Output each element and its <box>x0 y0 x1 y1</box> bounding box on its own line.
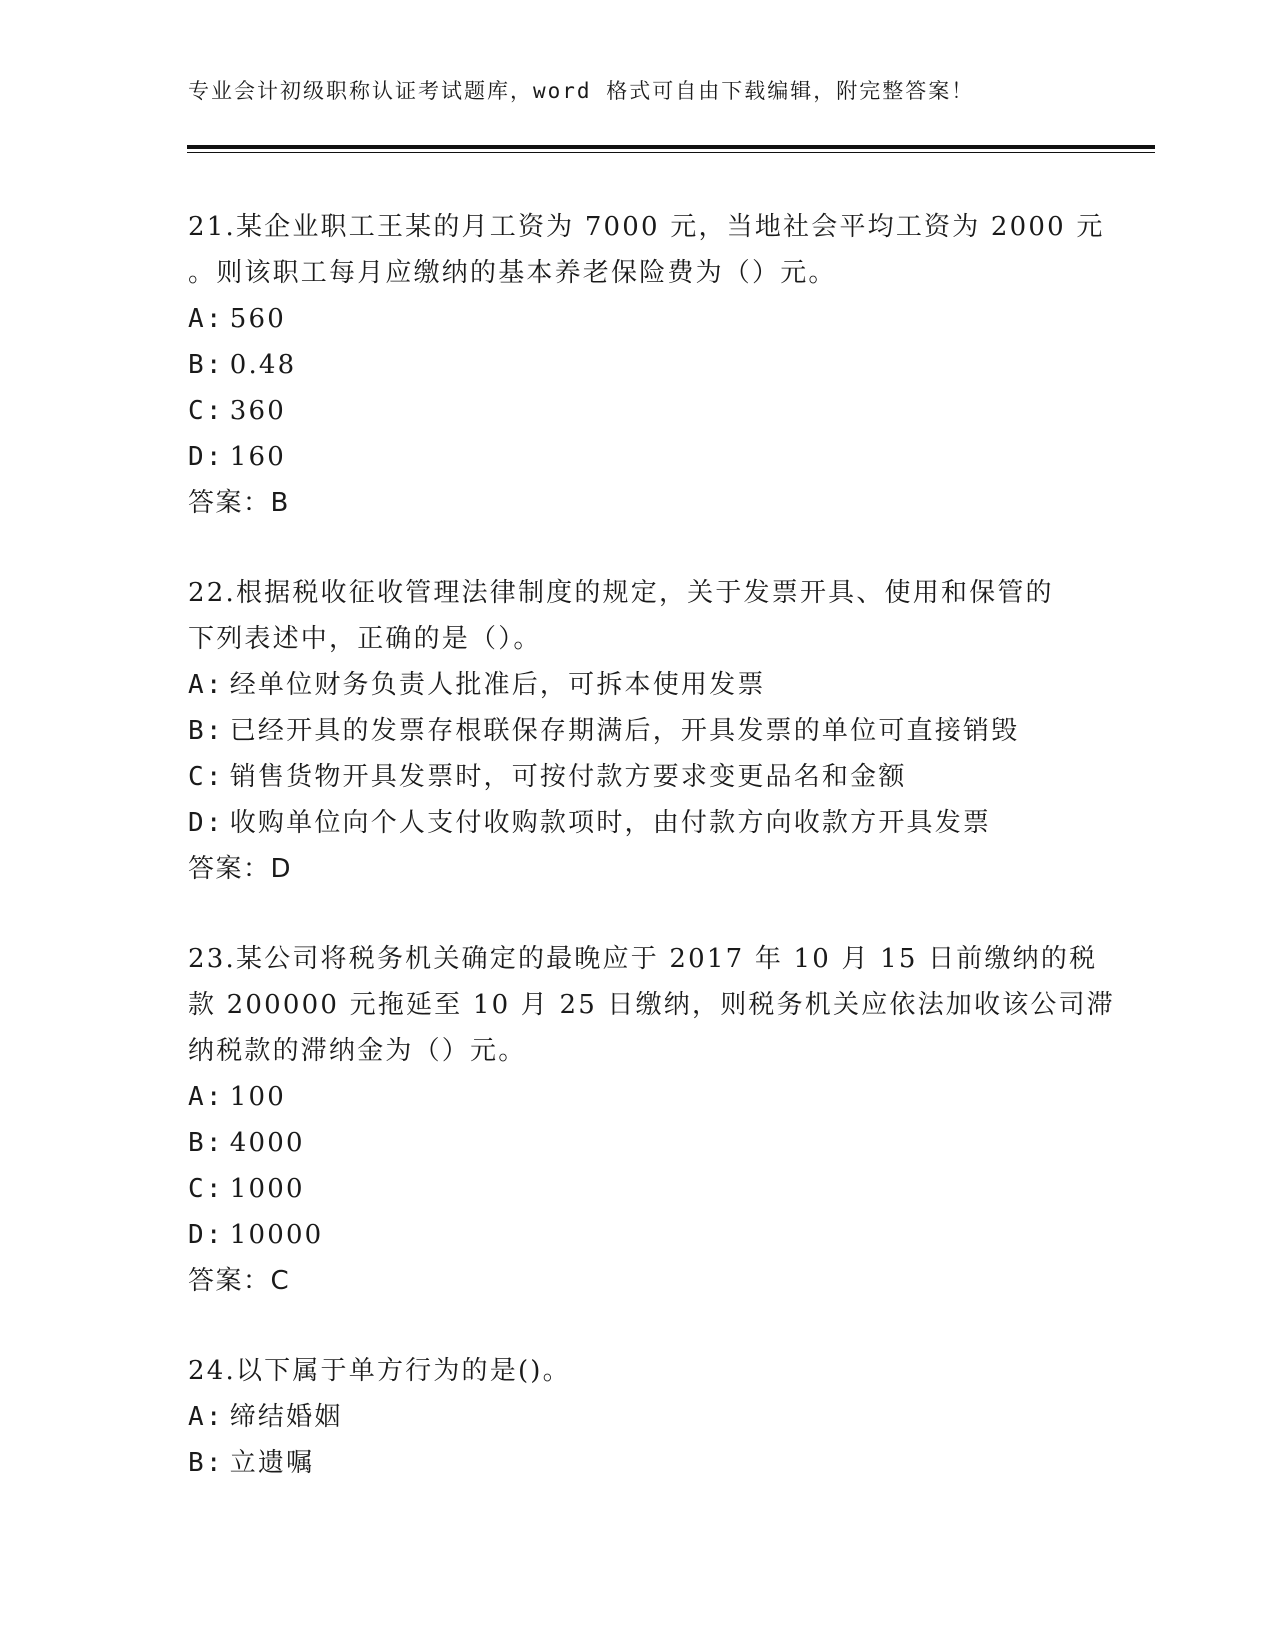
option-letter: A: <box>188 670 224 700</box>
option-b <box>188 1440 1088 1486</box>
option-text: 立遗嘱 <box>229 1448 315 1478</box>
option-letter: C: <box>188 396 224 426</box>
option-letter: B: <box>188 1448 224 1478</box>
option-a <box>188 1394 1088 1440</box>
question-list <box>188 204 1116 1530</box>
option-d <box>188 800 1088 846</box>
option-text: 缔结婚姻 <box>229 1402 343 1432</box>
option-a <box>188 662 1088 708</box>
option-text: 160 <box>229 442 286 472</box>
answer-line: 答案：C <box>188 1266 291 1296</box>
option-text: 已经开具的发票存根联保存期满后，开具发票的单位可直接销毁 <box>229 716 1020 746</box>
option-b <box>188 708 1088 754</box>
header-divider <box>187 145 1155 149</box>
option-letter: B: <box>188 1128 224 1158</box>
option-letter: A: <box>188 304 224 334</box>
question-stem: 纳税款的滞纳金为（）元。 <box>188 1036 527 1066</box>
question-stem: 23.某公司将税务机关确定的最晚应于 2017 年 10 月 15 日前缴纳的税 <box>188 944 1098 974</box>
option-text: 4000 <box>229 1128 305 1158</box>
page-header-title: 专业会计初级职称认证考试题库，word 格式可自由下载编辑，附完整答案！ <box>188 79 975 103</box>
question-stem: 下列表述中，正确的是（）。 <box>188 624 542 654</box>
option-text: 收购单位向个人支付收购款项时，由付款方向收款方开具发票 <box>229 808 992 838</box>
answer-line: 答案：B <box>188 488 290 518</box>
option-b <box>188 1120 1088 1166</box>
option-text: 1000 <box>229 1174 305 1204</box>
question-stem: 21.某企业职工王某的月工资为 7000 元，当地社会平均工资为 2000 元 <box>188 212 1105 242</box>
question-23 <box>188 936 1116 1304</box>
question-stem: 款 200000 元拖延至 10 月 25 日缴纳，则税务机关应依法加收该公司滞 <box>188 990 1116 1020</box>
option-text: 560 <box>229 304 286 334</box>
option-d <box>188 434 1088 480</box>
question-stem: 。则该职工每月应缴纳的基本养老保险费为（）元。 <box>188 258 837 288</box>
question-24 <box>188 1348 1088 1486</box>
option-b <box>188 342 1088 388</box>
question-stem: 24.以下属于单方行为的是()。 <box>188 1356 571 1386</box>
option-a <box>188 1074 1088 1120</box>
option-letter: A: <box>188 1402 224 1432</box>
question-22 <box>188 570 1088 892</box>
option-text: 经单位财务负责人批准后，可拆本使用发票 <box>229 670 766 700</box>
option-letter: C: <box>188 762 224 792</box>
option-a <box>188 296 1088 342</box>
option-letter: D: <box>188 1220 224 1250</box>
option-letter: C: <box>188 1174 224 1204</box>
option-c <box>188 1166 1088 1212</box>
question-21 <box>188 204 1105 526</box>
option-c <box>188 388 1088 434</box>
question-stem: 22.根据税收征收管理法律制度的规定，关于发票开具、使用和保管的 <box>188 578 1054 608</box>
option-letter: D: <box>188 442 224 472</box>
option-text: 销售货物开具发票时，可按付款方要求变更品名和金额 <box>229 762 907 792</box>
option-text: 0.48 <box>229 350 297 380</box>
option-letter: B: <box>188 350 224 380</box>
option-letter: D: <box>188 808 224 838</box>
option-text: 10000 <box>229 1220 324 1250</box>
option-c <box>188 754 1088 800</box>
option-letter: A: <box>188 1082 224 1112</box>
option-text: 100 <box>229 1082 286 1112</box>
option-d <box>188 1212 1088 1258</box>
answer-line: 答案：D <box>188 854 293 884</box>
option-letter: B: <box>188 716 224 746</box>
option-text: 360 <box>229 396 286 426</box>
